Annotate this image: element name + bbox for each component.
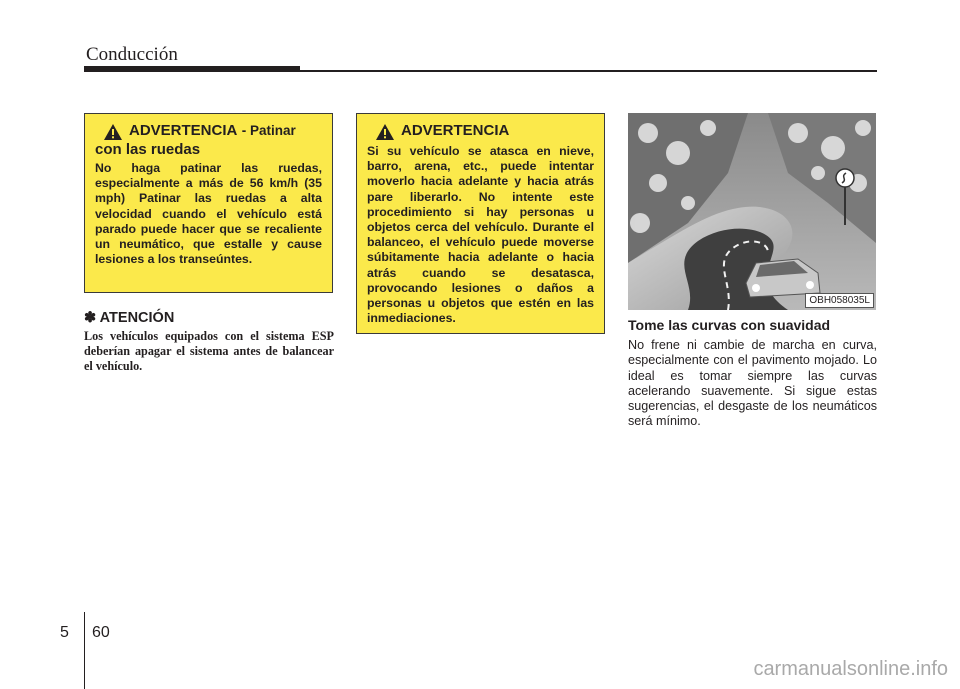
winding-road-illustration	[628, 113, 876, 310]
warning-triangle-icon	[103, 123, 123, 141]
warning-title: ADVERTENCIA	[401, 122, 510, 139]
section-title: Conducción	[86, 44, 178, 65]
warning-box-wheel-spin	[84, 113, 333, 293]
watermark: carmanualsonline.info	[753, 658, 948, 680]
warning-box-stuck-vehicle	[356, 113, 605, 334]
tip-body-container	[628, 338, 877, 430]
attention-title: ✽ ATENCIÓN	[84, 310, 175, 326]
header-rule-thin	[300, 70, 877, 72]
chapter-number: 5	[60, 624, 69, 641]
footer-divider	[84, 612, 85, 689]
warning-body: Si su vehículo se atasca en nieve, barro, arena, etc., puede intentar moverlo hacia adelante y hacia atrás pare liberarlo. No intente este procedimiento si hay personas u objetos cerca del vehículo. Durante el balanceo, el vehículo puede moverse súbitamente hacia adelante o hacia atrás cuando se desatasca, provocando lesiones o daños a personas u objetos que estén en las inmediaciones.	[367, 144, 594, 326]
warning-subtitle: - Patinar	[241, 123, 296, 138]
attention-body: Los vehículos equipados con el sistema ESP deberían apagar el sistema antes de balancear el vehículo.	[84, 329, 334, 373]
warning-body: No haga patinar las ruedas, especialmente a más de 56 km/h (35 mph) Patinar las ruedas a alta velocidad cuando el vehículo está parado puede hacer que se recaliente un neumático, que estalle y cause lesiones a los transeúntes.	[95, 161, 322, 267]
page-number: 60	[92, 624, 110, 641]
tip-body: No frene ni cambie de marcha en curva, especialmente con el pavimento mojado. Lo ideal es tomar siempre las curvas acelerando suavemente. Si sigue estas sugerencias, el desgaste de los neumáticos será mínimo.	[628, 338, 877, 429]
figure-code: OBH058035L	[805, 293, 874, 308]
tip-title: Tome las curvas con suavidad	[628, 317, 831, 333]
warning-title: ADVERTENCIA	[129, 122, 238, 139]
warning-triangle-icon	[375, 123, 395, 141]
warning-title-line2: con las ruedas	[95, 141, 201, 158]
header-rule-thick	[84, 66, 300, 72]
